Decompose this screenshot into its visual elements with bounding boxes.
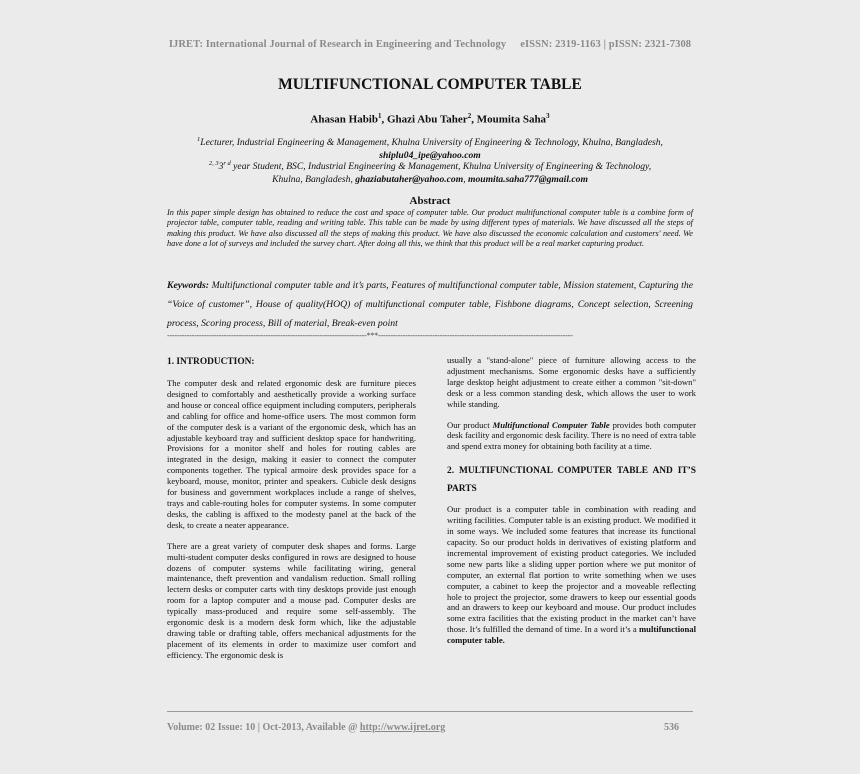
footer-rule	[167, 711, 693, 712]
author-name: Ghazi Abu Taher	[386, 113, 468, 126]
author-email: shiplu04_ipe@yahoo.com	[379, 149, 481, 161]
section-heading: 1. INTRODUCTION:	[167, 357, 255, 367]
author-email: ghaziabutaher@yahoo.com	[355, 173, 464, 185]
page-number: 536	[664, 722, 679, 733]
footer-volume: Volume: 02 Issue: 10 | Oct-2013, Available @	[167, 722, 358, 733]
section-heading: 2. MULTIFUNCTIONAL COMPUTER TABLE AND IT’S PARTS	[447, 466, 696, 495]
keywords-text: Multifunctional computer table and it’s parts, Features of multifunctional computer table, Mission statement, Capturing the “Voice of customer”, House of quality(HOQ) of multifunctional computer table, Fishbone diagrams, Concept selection, Screening process, Scoring process, Bill of material, Break-even point	[167, 280, 694, 329]
abstract-heading: Abstract	[409, 195, 451, 207]
journal-name: IJRET: International Journal of Research in Engineering and Technology	[168, 39, 507, 50]
abstract-text: In this paper simple design has obtained to reduce the cost and space of computer table. Our product multifunctional computer table is a combine form of projector table, computer table, reading and writing table. This table can be made by using different types of materials. We have discussed all the steps of making this product. We have also discussed all the steps of making this product. We have also discussed the economic calculation and customers' need. We have done a lot of surveys and included the survey chart. After doing all this, we think that this product will be a real market capturing product.	[167, 208, 693, 249]
body-paragraph: Our product Multifunctional Computer Table provides both computer desk facility and ergonomic desk facility. There is no need of extra table and spend extra money for obtaining both facility at a time.	[447, 419, 697, 452]
body-paragraph: usually a "stand-alone" piece of furniture allowing access to the adjustment mechanisms. Some ergonomic desks have a sufficiently large desktop height adjustment to create either a common "sit-down" desk or a less common standing desk, which allows the user to work while standing.	[447, 355, 696, 409]
body-paragraph: The computer desk and related ergonomic desk are furniture pieces designed to comfortably and aesthetically provide a working surface and house or conceal office equipment including computers, peripherals and cabling for office and home-office users. The most common form of the computer desk is a variant of the ergonomic desk, which has an adjustable keyboard tray and sufficient desktop space for handwriting. Provisions for a monitor shelf and holes for routing cables are integrated in the design, making it easier to connect the computer components together. The typical armoire desk provides space for a keyboard, mouse, monitor, printer and speakers. Cubicle desk designs for business and government workplaces include a range of shelves, trays and cable-routing holes for computer systems. In some computer desks, the cabling is affixed to the modesty panel at the back of the desk, to create a neater appearance.	[167, 378, 416, 530]
paper-title: MULTIFUNCTIONAL COMPUTER TABLE	[278, 76, 582, 93]
author-list: Ahasan Habib$^1$, Ghazi Abu Taher$^2$, Moumita Saha$^3$	[310, 112, 550, 126]
keywords	[167, 276, 693, 333]
body-paragraph: Our product is a computer table in combination with reading and writing facilities. Computer table is an existing product. We modified it in some ways. We included some features that increase its functional capacity. So our product holds in derivatives of existing platform and incremental improvement of existing product categories. We included some new parts like a sliding upper portion where we put monitor of computer, an external flat portion to write something when we uses computer, a cabinet to keep the projector and a moveable reflecting hole to project the projector, some drawers to keep our essential goods and an drawers to keep our keyboard and mouse. Our product includes some extra facilities that the existing product in the market can’t have those. It’s fulfilled the demand of time. In a word it’s a multifunctional computer table.	[447, 504, 696, 646]
product-name: Multifunctional Computer Table	[492, 419, 610, 430]
author-name: Moumita Saha	[476, 113, 547, 126]
keywords-label: Keywords:	[167, 280, 209, 291]
page-footer	[167, 722, 693, 733]
right-column	[447, 355, 696, 656]
section-separator: ---------------------------------------------------------------------------------***-------------------------------------------------------------------------------	[167, 331, 573, 340]
running-header	[0, 39, 860, 50]
left-column	[167, 356, 416, 671]
affiliation-2: $^{2, 3}3^{r d}$ year Student, BSC, Industrial Engineering & Management, Khulna University of Engineering & Technology, Khulna, Bangladesh, ghaziabutaher@yahoo.com, moumita.saha777@gmail.com	[208, 160, 652, 185]
author-email: moumita.saha777@gmail.com	[467, 173, 588, 185]
journal-link[interactable]: http://www.ijret.org	[359, 722, 446, 733]
issn-info: eISSN: 2319-1163 | pISSN: 2321-7308	[520, 39, 692, 50]
body-paragraph: There are a great variety of computer desk shapes and forms. Large multi-student computer desks configured in rows are designed to house dozens of computer systems while facilitating wiring, general maintenance, theft prevention and vandalism reduction. Small rolling lectern desks or computer carts with tiny desktops provide just enough room for a laptop computer and a mouse pad. Computer desks are typically mass-produced and require some self-assembly. The ergonomic desk is a modern desk form which, like the adjustable drawing table or drafting table, offers mechanical adjustments for the placement of its elements in order to maximize user comfort and efficiency. The ergonomic desk is	[167, 540, 416, 660]
affiliation-1: $^1$Lecturer, Industrial Engineering & Management, Khulna University of Engineering & Technology, Khulna, Bangladesh, shiplu04_ipe@yahoo.com	[197, 136, 663, 161]
author-name: Ahasan Habib	[310, 113, 378, 126]
